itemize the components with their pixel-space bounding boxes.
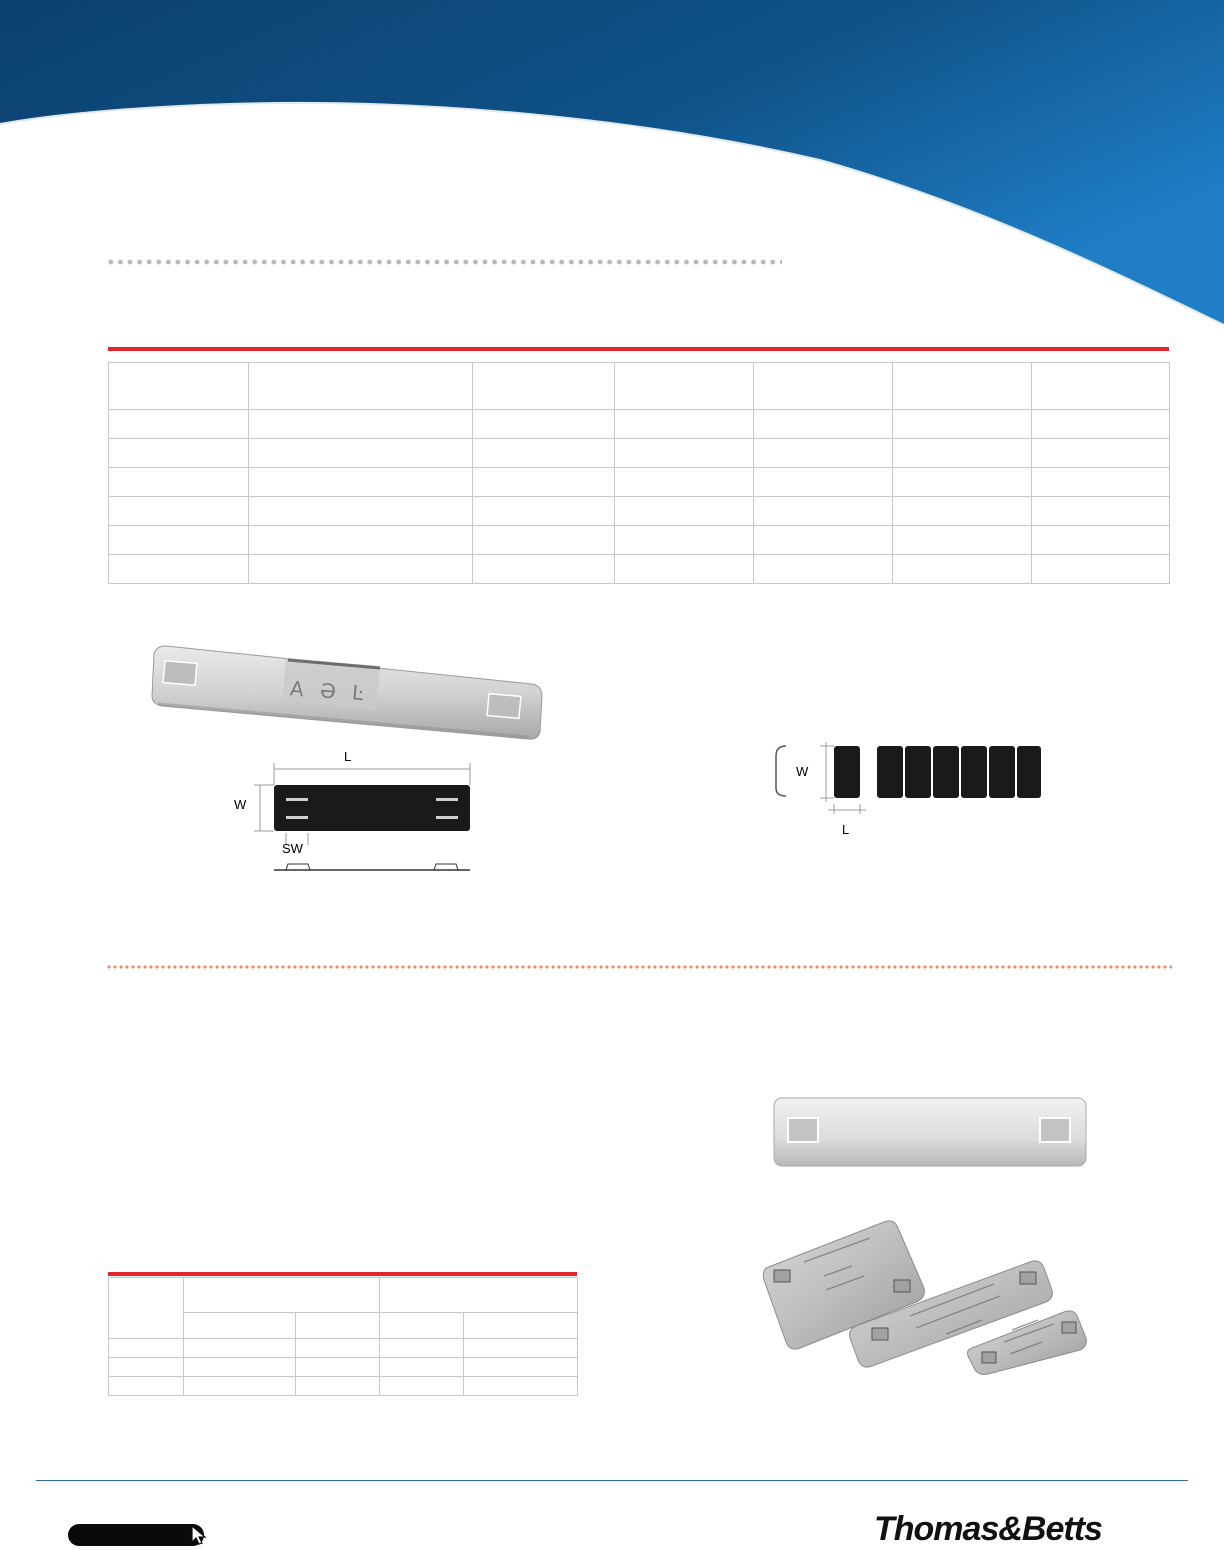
footer-nav-pill[interactable] [68, 1524, 204, 1546]
footer-divider [36, 1480, 1188, 1481]
table-row [109, 1358, 578, 1377]
tag-photo-engraved-plates [760, 1218, 1094, 1376]
table-row [109, 526, 1170, 555]
tag-character: Ə [319, 678, 337, 704]
width-dimension-label: W [234, 797, 247, 812]
slot-width-label: SW [282, 841, 303, 856]
marker-dimension-diagram [770, 736, 1050, 840]
table-row [109, 468, 1170, 497]
table-header-row [109, 1278, 578, 1313]
marker-strip [877, 746, 1041, 798]
table-row [109, 1377, 578, 1396]
header-wave-banner [0, 0, 1224, 340]
table-row [109, 410, 1170, 439]
tag-dimension-diagram [230, 745, 490, 875]
spec-table-primary [108, 362, 1170, 584]
table-header-bar-secondary [108, 1272, 577, 1276]
length-dimension-label: L [344, 749, 352, 764]
tag-character: A [289, 676, 305, 702]
table-header-row [109, 363, 1170, 410]
tag-character: Ŀ [351, 680, 365, 706]
marker-length-label: L [842, 822, 850, 837]
spec-table-secondary [108, 1277, 578, 1396]
table-row [109, 555, 1170, 584]
table-row [109, 1339, 578, 1358]
brand-logo: Thomas&Betts [874, 1510, 1102, 1548]
tag-photo-blank-plate [770, 1094, 1090, 1170]
cursor-icon [190, 1525, 208, 1545]
section-divider-gray-dots [106, 258, 782, 266]
table-row [109, 439, 1170, 468]
marker-width-label: W [796, 764, 809, 779]
table-header-bar [108, 347, 1169, 351]
section-divider-orange-dots [106, 964, 1172, 970]
tag-photo-embossed-strip [148, 640, 548, 746]
table-row [109, 497, 1170, 526]
